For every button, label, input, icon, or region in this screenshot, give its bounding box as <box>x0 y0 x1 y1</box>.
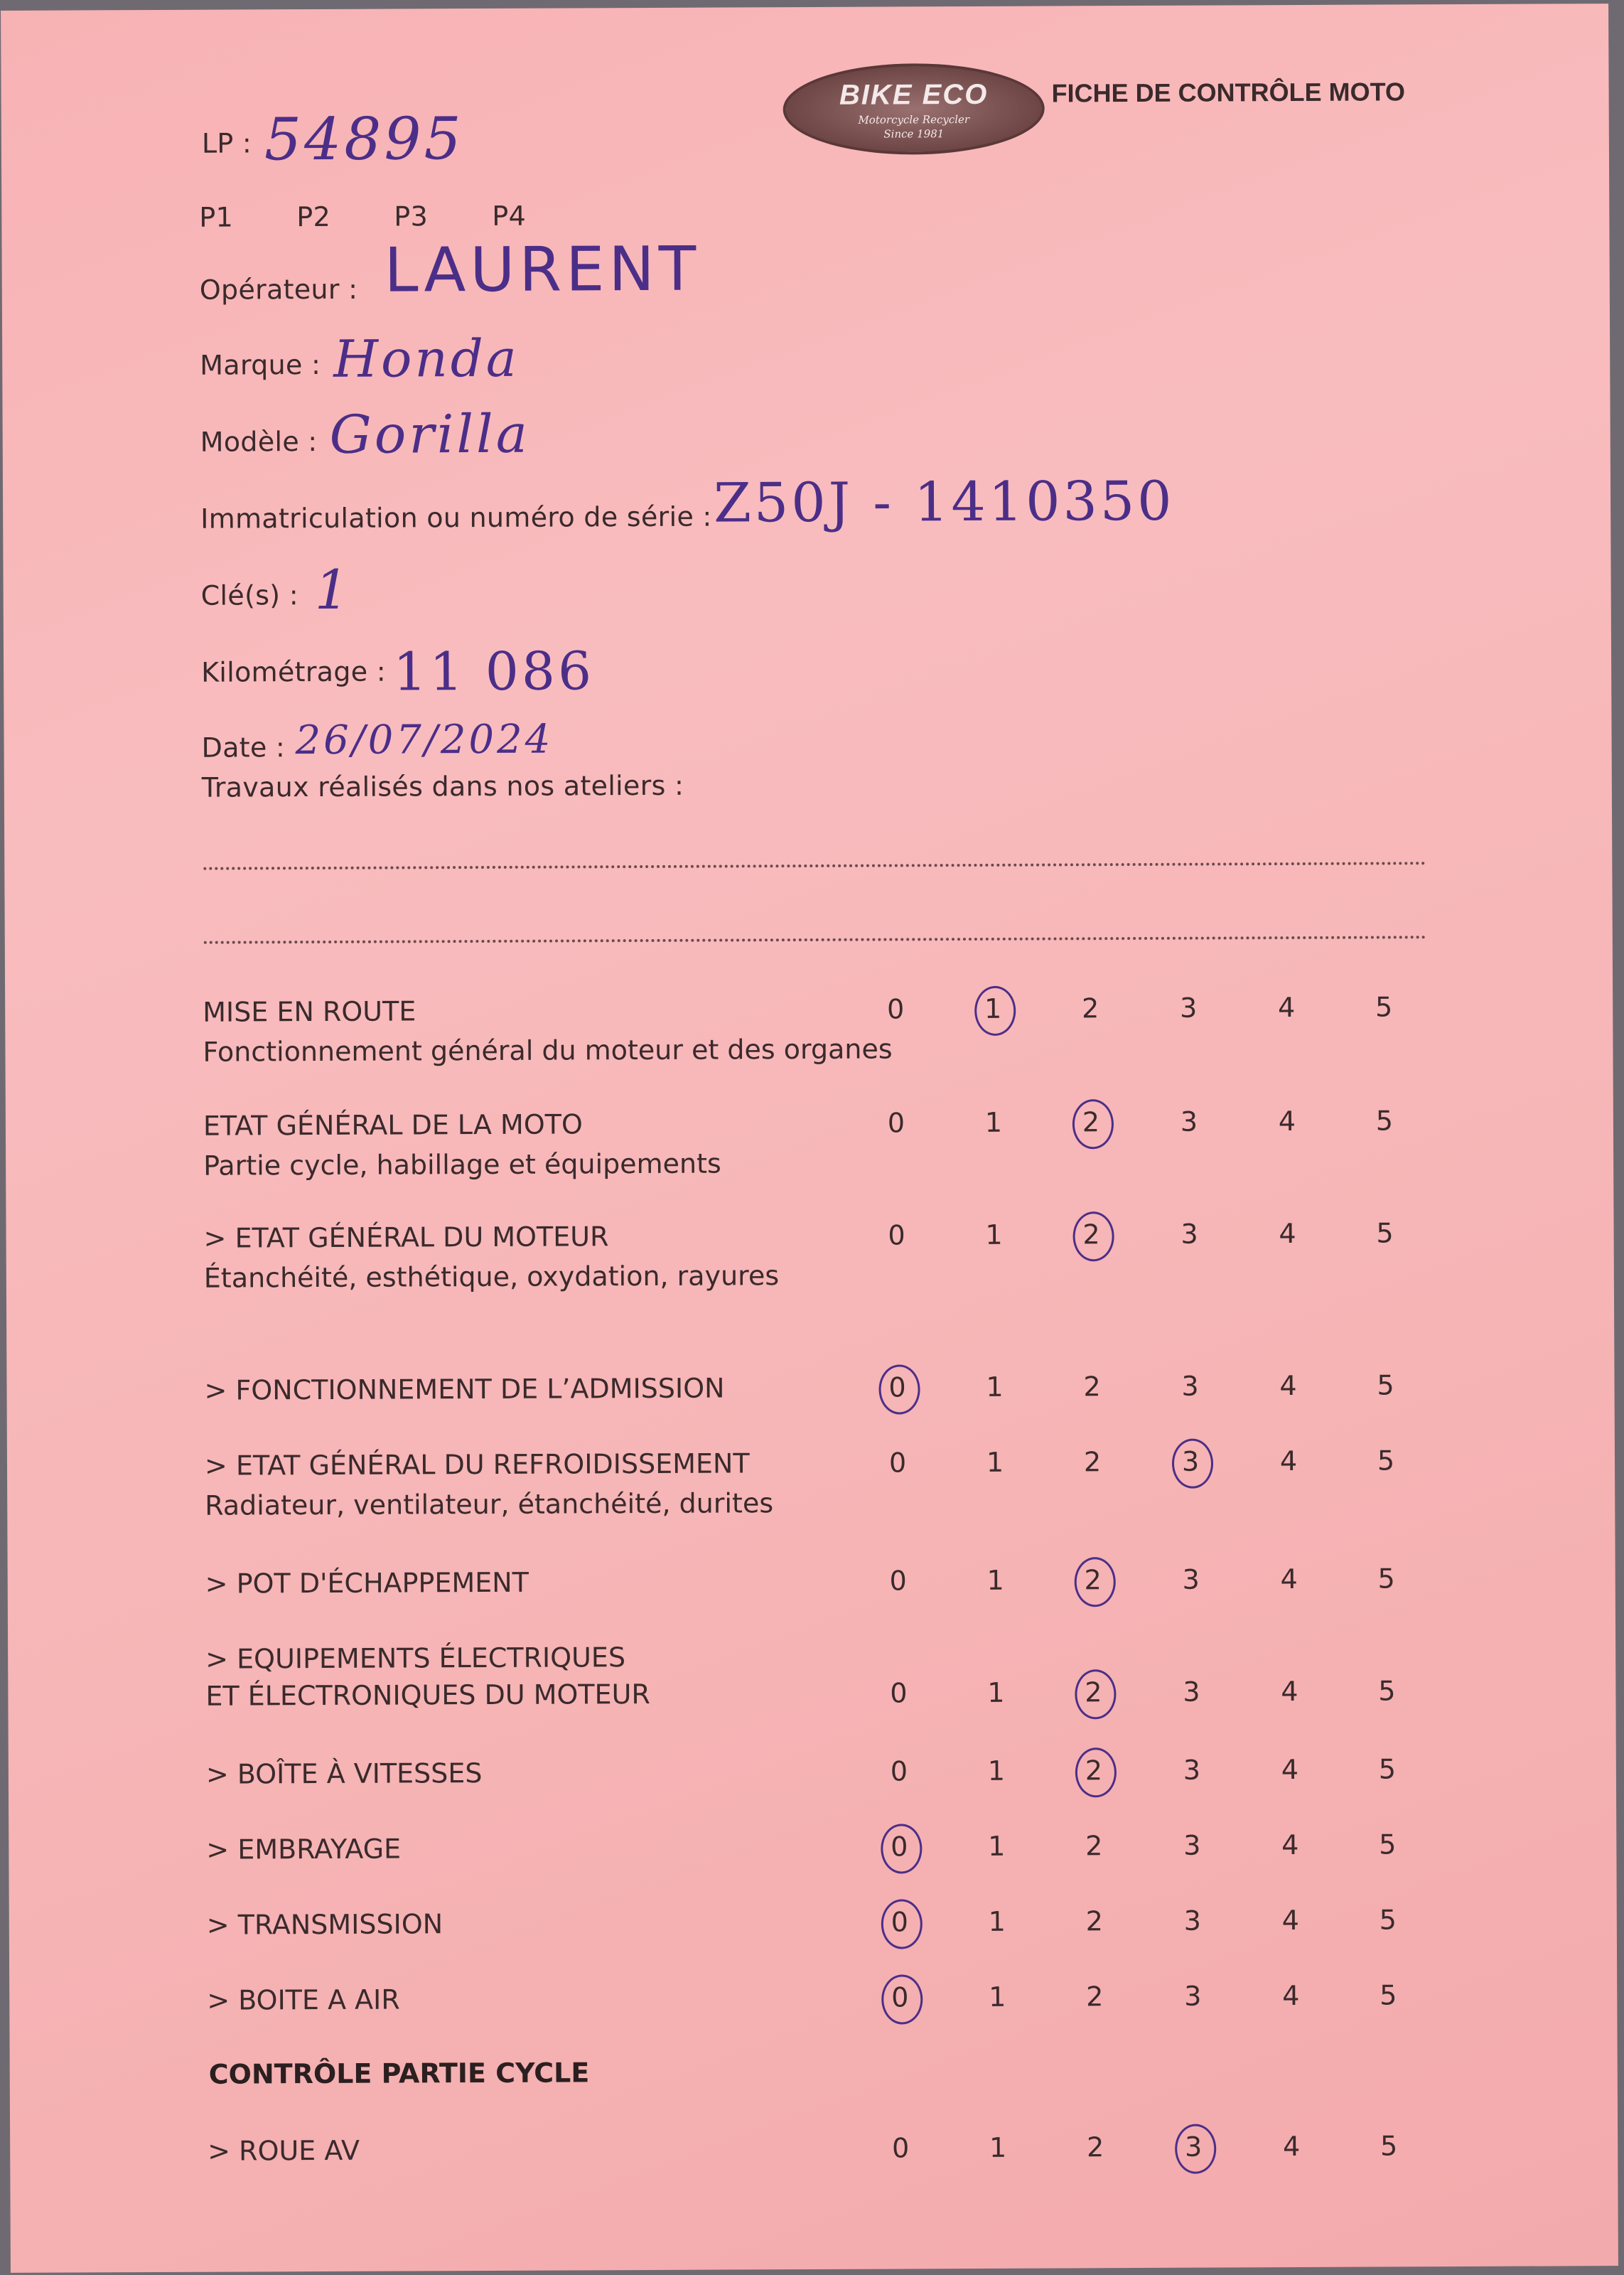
score-3[interactable]: 3 <box>1183 1829 1201 1861</box>
p2-label: P2 <box>296 200 331 233</box>
score-1[interactable]: 1 <box>985 1219 1003 1251</box>
p4-label: P4 <box>492 200 527 232</box>
control-sheet <box>1 4 1618 2273</box>
row-label: > EQUIPEMENTS ÉLECTRIQUES <box>205 1642 626 1675</box>
lp-value: 54895 <box>264 105 464 174</box>
immat-label: Immatriculation ou numéro de série : <box>200 500 712 535</box>
p1-label: P1 <box>199 201 234 233</box>
p3-label: P3 <box>394 200 429 232</box>
score-2-selected[interactable]: 2 <box>1076 1755 1112 1786</box>
score-1[interactable]: 1 <box>989 2131 1007 2163</box>
score-4[interactable]: 4 <box>1278 992 1296 1024</box>
score-5[interactable]: 5 <box>1379 1904 1397 1936</box>
score-2[interactable]: 2 <box>1082 992 1099 1024</box>
score-5[interactable]: 5 <box>1380 1979 1397 2011</box>
score-0[interactable]: 0 <box>889 1565 907 1597</box>
date-value: 26/07/2024 <box>295 716 554 764</box>
km-label: Kilométrage : <box>201 655 387 688</box>
score-5[interactable]: 5 <box>1379 1829 1397 1861</box>
score-3[interactable]: 3 <box>1182 1563 1200 1595</box>
score-1[interactable]: 1 <box>986 1371 1004 1403</box>
score-0[interactable]: 0 <box>888 1219 905 1251</box>
operateur-value: LAURENT <box>384 233 701 306</box>
score-2-selected[interactable]: 2 <box>1073 1219 1109 1250</box>
row-label: > ROUE AV <box>208 2134 360 2167</box>
score-3-selected[interactable]: 3 <box>1173 1446 1208 1477</box>
score-1-selected[interactable]: 1 <box>975 993 1011 1024</box>
score-1[interactable]: 1 <box>986 1564 1004 1596</box>
row-sublabel: Radiateur, ventilateur, étanchéité, durites <box>205 1487 774 1521</box>
score-3[interactable]: 3 <box>1183 1676 1200 1708</box>
score-2-selected[interactable]: 2 <box>1075 1564 1111 1595</box>
score-2[interactable]: 2 <box>1085 1905 1103 1937</box>
operateur-label: Opérateur : <box>199 273 358 306</box>
score-0[interactable]: 0 <box>888 1447 907 1479</box>
score-1[interactable]: 1 <box>987 1676 1005 1708</box>
row-label: > FONCTIONNEMENT DE L’ADMISSION <box>204 1372 725 1406</box>
sheet-title: FICHE DE CONTRÔLE MOTO <box>1051 77 1406 108</box>
score-0[interactable]: 0 <box>892 2132 910 2164</box>
modele-label: Modèle : <box>200 426 318 458</box>
travaux-line-1 <box>203 862 1426 870</box>
score-2[interactable]: 2 <box>1086 1981 1104 2013</box>
row-label: > POT D'ÉCHAPPEMENT <box>205 1566 529 1600</box>
score-4[interactable]: 4 <box>1281 1676 1298 1708</box>
score-3[interactable]: 3 <box>1180 1106 1198 1138</box>
score-4[interactable]: 4 <box>1281 1829 1299 1861</box>
score-5[interactable]: 5 <box>1378 1753 1397 1785</box>
score-3[interactable]: 3 <box>1183 1905 1201 1937</box>
lp-label: LP : <box>201 127 252 159</box>
score-4[interactable]: 4 <box>1279 1370 1297 1402</box>
score-3[interactable]: 3 <box>1181 1370 1199 1402</box>
row-sublabel: Partie cycle, habillage et équipements <box>203 1147 721 1182</box>
logo-tagline: Motorcycle Recycler <box>858 113 970 127</box>
bike-eco-logo <box>783 63 1045 156</box>
score-1[interactable]: 1 <box>986 1446 1004 1478</box>
score-2[interactable]: 2 <box>1087 2131 1104 2163</box>
score-2[interactable]: 2 <box>1083 1446 1102 1478</box>
logo-name: BIKE ECO <box>839 78 989 111</box>
travaux-line-2 <box>204 936 1426 944</box>
score-0-selected[interactable]: 0 <box>882 1906 918 1937</box>
score-5[interactable]: 5 <box>1375 1105 1394 1137</box>
score-0[interactable]: 0 <box>890 1755 908 1787</box>
row-label: > EMBRAYAGE <box>206 1833 402 1866</box>
row-label: > BOITE A AIR <box>207 1984 400 2016</box>
score-3[interactable]: 3 <box>1180 992 1198 1024</box>
row-sublabel: Fonctionnement général du moteur et des organes <box>203 1033 893 1068</box>
immat-value: Z50J - 1410350 <box>713 469 1175 535</box>
score-0[interactable]: 0 <box>890 1677 908 1709</box>
score-5[interactable]: 5 <box>1377 1369 1394 1401</box>
score-4[interactable]: 4 <box>1279 1218 1296 1250</box>
score-5[interactable]: 5 <box>1377 1563 1395 1595</box>
cles-label: Clé(s) : <box>200 579 299 611</box>
row-label: > TRANSMISSION <box>206 1908 443 1941</box>
modele-value: Gorilla <box>329 403 531 466</box>
row-label: > ETAT GÉNÉRAL DU REFROIDISSEMENT <box>204 1447 750 1482</box>
score-4[interactable]: 4 <box>1283 2131 1301 2163</box>
score-0[interactable]: 0 <box>887 993 905 1025</box>
score-4[interactable]: 4 <box>1281 1905 1299 1937</box>
marque-label: Marque : <box>200 348 321 381</box>
logo-since: Since 1981 <box>883 127 945 141</box>
km-value: 11 086 <box>392 641 595 703</box>
score-1[interactable]: 1 <box>989 1981 1006 2013</box>
date-label: Date : <box>201 732 286 764</box>
score-0[interactable]: 0 <box>887 1107 905 1139</box>
score-5[interactable]: 5 <box>1378 1675 1396 1707</box>
score-1[interactable]: 1 <box>987 1755 1006 1787</box>
score-4[interactable]: 4 <box>1282 1980 1300 2012</box>
score-2-selected[interactable]: 2 <box>1073 1106 1109 1138</box>
score-4[interactable]: 4 <box>1280 1563 1298 1595</box>
travaux-label: Travaux réalisés dans nos ateliers : <box>201 769 684 803</box>
marque-value: Honda <box>333 328 520 389</box>
score-2[interactable]: 2 <box>1083 1371 1101 1403</box>
score-4[interactable]: 4 <box>1278 1106 1296 1138</box>
row-label: > ETAT GÉNÉRAL DU MOTEUR <box>203 1221 609 1254</box>
score-1[interactable]: 1 <box>984 1106 1003 1138</box>
score-3[interactable]: 3 <box>1183 1754 1201 1786</box>
score-0-selected[interactable]: 0 <box>882 1981 918 2013</box>
score-3[interactable]: 3 <box>1181 1218 1198 1250</box>
score-1[interactable]: 1 <box>988 1905 1006 1937</box>
row-label-line2: ET ÉLECTRONIQUES DU MOTEUR <box>205 1678 650 1712</box>
score-1[interactable]: 1 <box>988 1830 1006 1862</box>
section-cycle-title: CONTRÔLE PARTIE CYCLE <box>208 2057 590 2090</box>
score-5[interactable]: 5 <box>1377 1445 1395 1477</box>
row-label: MISE EN ROUTE <box>203 995 416 1028</box>
score-3[interactable]: 3 <box>1184 1980 1202 2012</box>
score-3-selected[interactable]: 3 <box>1176 2131 1211 2163</box>
score-5[interactable]: 5 <box>1380 2130 1398 2162</box>
score-4[interactable]: 4 <box>1281 1754 1299 1786</box>
score-0-selected[interactable]: 0 <box>881 1831 917 1862</box>
row-sublabel: Étanchéité, esthétique, oxydation, rayures <box>203 1260 780 1294</box>
cles-value: 1 <box>314 557 353 622</box>
score-2[interactable]: 2 <box>1085 1830 1103 1862</box>
score-4[interactable]: 4 <box>1279 1445 1298 1477</box>
row-label: ETAT GÉNÉRAL DE LA MOTO <box>203 1108 583 1142</box>
score-2-selected[interactable]: 2 <box>1075 1676 1111 1708</box>
row-label: > BOÎTE À VITESSES <box>205 1757 483 1790</box>
score-5[interactable]: 5 <box>1375 991 1393 1023</box>
score-5[interactable]: 5 <box>1376 1217 1394 1249</box>
score-0-selected[interactable]: 0 <box>879 1371 915 1403</box>
